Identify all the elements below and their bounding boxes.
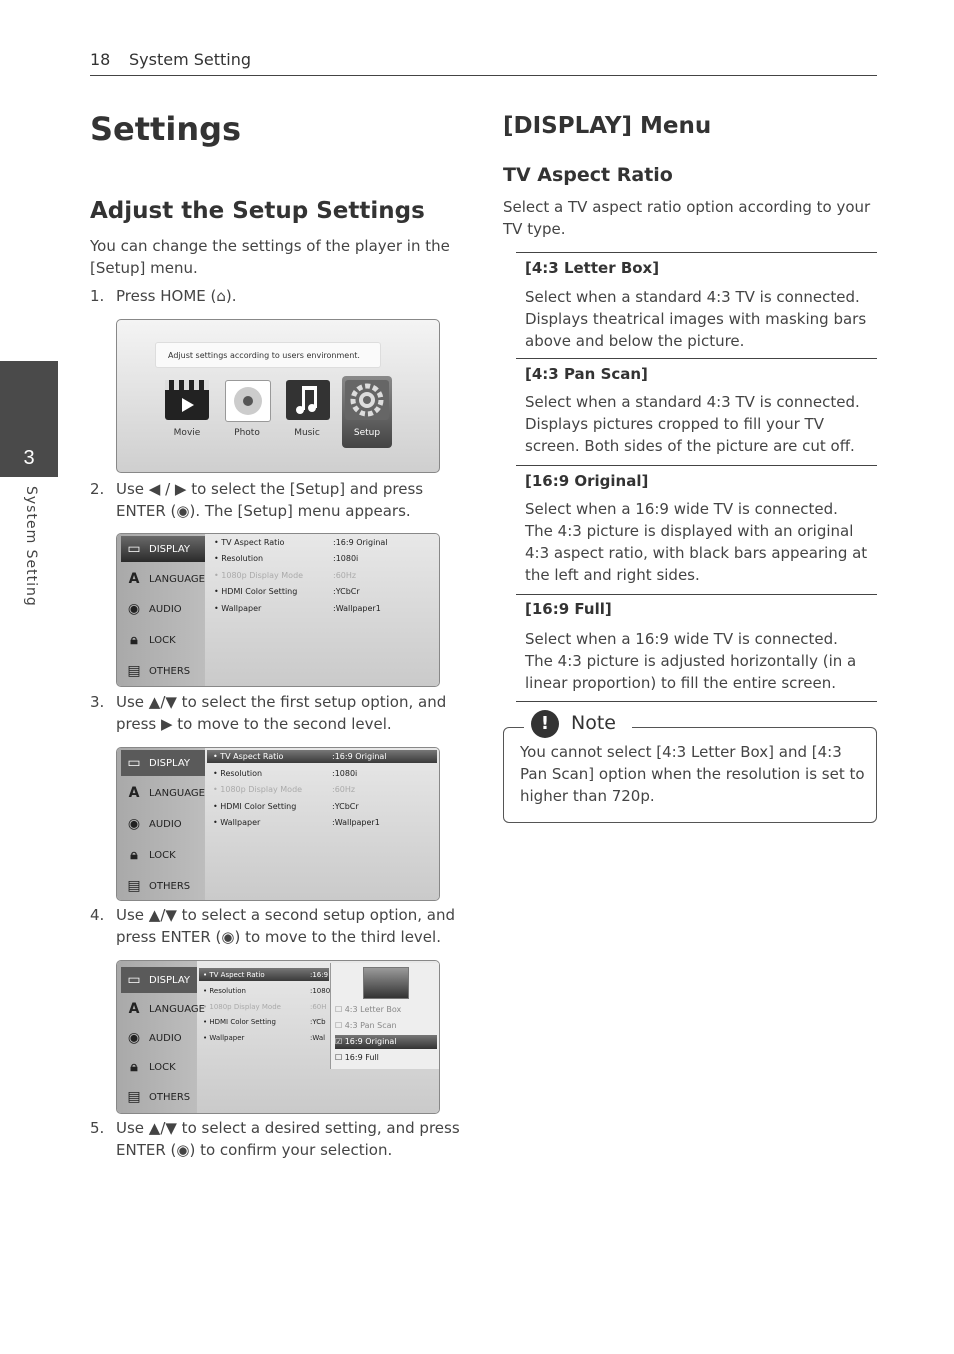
home-item-photo: Photo <box>234 428 260 438</box>
option-name: • HDMI Color Setting <box>213 802 297 811</box>
home-item-movie: Movie <box>173 428 201 438</box>
category-language: A LANGUAGE <box>128 571 205 587</box>
letter-a-icon: A <box>128 785 140 801</box>
submenu-item: ☐ 16:9 Full <box>335 1053 379 1062</box>
option-value: :YCbCr <box>333 587 360 596</box>
movie-clapper-icon <box>165 380 209 420</box>
setup-menu-image-3 <box>116 960 440 1114</box>
display-menu-heading: [DISPLAY] Menu <box>503 113 712 139</box>
aspect-submenu <box>330 963 440 1069</box>
option-value: :60Hz <box>333 571 357 580</box>
box-icon: ▤ <box>127 878 141 894</box>
chapter-number: 3 <box>23 447 35 469</box>
letter-a-icon: A <box>128 571 140 587</box>
option-value: :Wal <box>310 1034 326 1042</box>
table-row <box>516 465 877 595</box>
setup-menu-image-2 <box>116 747 440 901</box>
option-desc: Select when a 16:9 wide TV is connected. The 4:3 picture is adjusted horizontally (in a linear proportion) to fill the entire screen. <box>525 630 857 692</box>
category-language: A LANGUAGE <box>128 785 205 801</box>
category-others: ▤ OTHERS <box>127 1089 191 1105</box>
category-display: ▭ DISPLAY <box>121 536 205 562</box>
submenu-item-selected: ☑ 16:9 Original <box>335 1035 437 1049</box>
option-key: [4:3 Letter Box] <box>525 259 660 277</box>
table-row <box>516 594 877 702</box>
option-name: • Wallpaper <box>203 1034 245 1042</box>
option-name: • TV Aspect Ratio <box>203 971 265 979</box>
option-name: • TV Aspect Ratio <box>213 752 284 761</box>
option-desc: Select when a 16:9 wide TV is connected. The 4:3 picture is displayed with an original 4:3 aspect ratio, with black bars appearing at the left and right sides. <box>525 500 868 584</box>
option-value: :16:9 Original <box>333 538 388 547</box>
option-name: • Resolution <box>214 554 264 563</box>
tv-preview-icon <box>363 967 409 999</box>
setup-menu-image-1 <box>116 533 440 687</box>
letter-a-icon: A <box>128 1001 140 1017</box>
page-number: 18 <box>90 50 111 69</box>
option-name: • Resolution <box>213 769 263 778</box>
page-title: Settings <box>90 110 242 148</box>
category-audio: ◉ AUDIO <box>127 1030 182 1046</box>
category-display: ▭ DISPLAY <box>121 967 197 993</box>
option-name: • TV Aspect Ratio <box>214 538 285 547</box>
speaker-icon: ◉ <box>127 601 141 617</box>
speaker-icon: ◉ <box>127 816 141 832</box>
home-item-music: Music <box>294 428 320 438</box>
step-number: 5. <box>90 1119 105 1137</box>
option-name: • HDMI Color Setting <box>214 587 298 596</box>
option-name: • 1080p Display Mode <box>214 571 304 580</box>
option-value: :16:9 <box>310 971 329 979</box>
table-row <box>516 358 877 466</box>
tv-aspect-intro: Select a TV aspect ratio option according to your TV type. <box>503 198 871 238</box>
option-value: :YCbCr <box>332 802 359 811</box>
photo-flower-icon <box>225 380 271 422</box>
category-others: ▤ OTHERS <box>127 878 191 894</box>
option-value: :Wallpaper1 <box>333 604 381 613</box>
submenu-item: ☐ 4:3 Letter Box <box>335 1005 402 1014</box>
step-number: 3. <box>90 693 105 711</box>
option-value: :60Hz <box>332 785 356 794</box>
option-value: :1080i <box>333 554 359 563</box>
category-language: A LANGUAGE <box>128 1001 205 1017</box>
category-lock: 🔒︎ LOCK <box>121 627 205 653</box>
category-audio: ◉ AUDIO <box>127 601 182 617</box>
exclamation-icon: ! <box>531 710 559 738</box>
setup-gear-icon <box>345 380 389 420</box>
lock-icon: 🔒︎ <box>130 847 138 863</box>
category-lock: 🔒︎ LOCK <box>121 1054 197 1080</box>
option-name: • Wallpaper <box>214 604 262 613</box>
step-text: Use ▲/▼ to select a desired setting, and press ENTER (◉) to confirm your selection. <box>116 1119 460 1159</box>
home-screen-image <box>116 319 440 473</box>
step-text: Use ▲/▼ to select a second setup option, and press ENTER (◉) to move to the third level. <box>116 906 455 946</box>
home-item-setup: Setup <box>353 428 381 438</box>
option-key: [16:9 Full] <box>525 600 612 618</box>
chapter-label: System Setting <box>23 486 39 607</box>
option-key: [16:9 Original] <box>525 472 649 490</box>
option-value: :1080i <box>332 769 358 778</box>
step-number: 1. <box>90 287 105 305</box>
box-icon: ▤ <box>127 1089 141 1105</box>
speaker-icon: ◉ <box>127 1030 141 1046</box>
option-name: • 1080p Display Mode <box>213 785 303 794</box>
option-name: • Wallpaper <box>213 818 261 827</box>
submenu-item: ☐ 4:3 Pan Scan <box>335 1021 397 1030</box>
option-value: :16:9 Original <box>332 752 387 761</box>
category-others: ▤ OTHERS <box>127 663 191 679</box>
table-row <box>516 252 877 359</box>
tv-aspect-heading: TV Aspect Ratio <box>503 164 673 186</box>
note-title: Note <box>571 712 616 734</box>
option-value: :1080 <box>310 987 331 995</box>
home-message: Adjust settings according to users environment. <box>155 342 381 368</box>
option-key: [4:3 Pan Scan] <box>525 365 648 383</box>
option-desc: Select when a standard 4:3 TV is connected. Displays theatrical images with masking bars above and below the picture. <box>525 288 867 350</box>
note-text: You cannot select [4:3 Letter Box] and [4:3 Pan Scan] option when the resolution is set to higher than 720p. <box>520 743 865 805</box>
tv-icon: ▭ <box>127 755 141 771</box>
step-text: Use ▲/▼ to select the first setup option, and press ▶ to move to the second level. <box>116 693 447 733</box>
option-value: :Wallpaper1 <box>332 818 380 827</box>
step-number: 4. <box>90 906 105 924</box>
box-icon: ▤ <box>127 663 141 679</box>
tv-icon: ▭ <box>127 541 141 557</box>
option-value: :YCb <box>310 1018 326 1026</box>
option-name: • HDMI Color Setting <box>203 1018 276 1026</box>
tv-icon: ▭ <box>127 972 141 988</box>
step-number: 2. <box>90 480 105 498</box>
option-value: :60H <box>310 1003 327 1011</box>
adjust-heading: Adjust the Setup Settings <box>90 198 425 224</box>
option-name: • 1080p Display Mode <box>203 1003 281 1011</box>
category-display: ▭ DISPLAY <box>121 750 205 776</box>
category-lock: 🔒︎ LOCK <box>121 842 205 868</box>
music-note-icon <box>286 380 330 420</box>
step-text: Press HOME (⌂). <box>116 287 237 305</box>
category-audio: ◉ AUDIO <box>127 816 182 832</box>
lock-icon: 🔒︎ <box>130 1059 138 1075</box>
adjust-intro: You can change the settings of the player in the [Setup] menu. <box>90 237 450 277</box>
step-text: Use ◀ / ▶ to select the [Setup] and press ENTER (◉). The [Setup] menu appears. <box>116 480 424 520</box>
lock-icon: 🔒︎ <box>130 632 138 648</box>
header-rule <box>90 75 877 76</box>
option-desc: Select when a standard 4:3 TV is connected. Displays pictures cropped to fill your TV screen. Both sides of the picture are cut off. <box>525 393 860 455</box>
option-name: • Resolution <box>203 987 246 995</box>
running-header: System Setting <box>129 50 252 69</box>
